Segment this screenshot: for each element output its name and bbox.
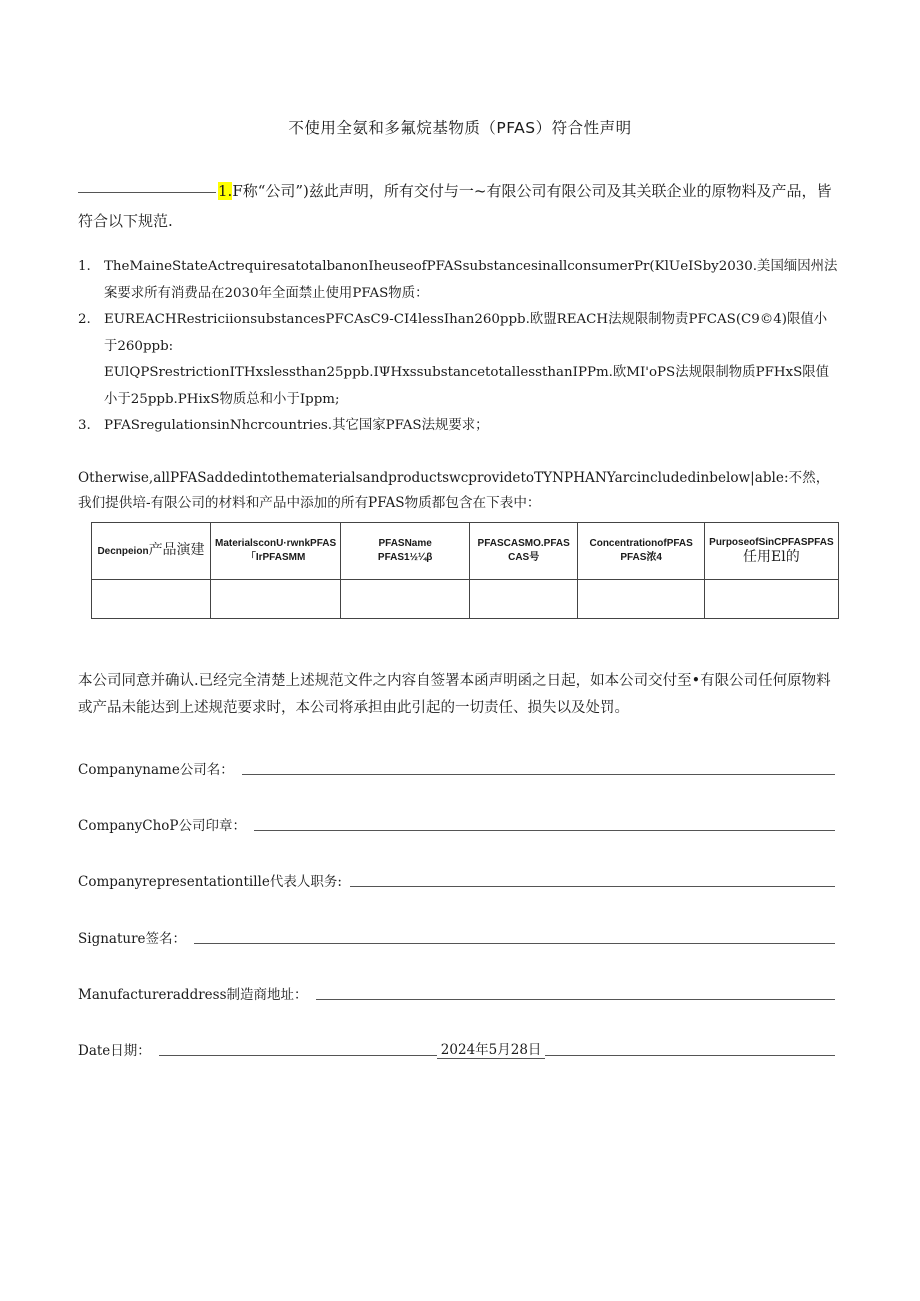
address-field [78,981,835,1003]
intro-text: F称“公司”)兹此声明，所有交付与一~有限公司有限公司及其关联企业的原物料及产品，皆符合以下规范. [78,182,832,230]
date-field [78,1037,835,1059]
header-cas-number: PFASCASMO.PFAS CAS号 [470,523,578,580]
signature-label: Signature签名： [78,931,187,947]
otherwise-paragraph: Otherwise,allPFASaddedintothematerialsandproductswcprovidetoTYNPHANYarcincludedinbelow|able:不然，我们提供培-有限公司的材料和产品中添加的所有PFAS物质都包含在下表中： [78,470,830,511]
company-chop-input-line[interactable] [254,829,835,831]
header-pfas-name: PFASName PFAS1½¼β [341,523,470,580]
header-materials: MaterialsconU·rwnkPFAS 「IrPFASMM [211,523,341,580]
signature-input-line[interactable] [194,942,835,944]
representative-title-input-line[interactable] [350,885,835,887]
list-item [78,360,838,413]
table-cell[interactable] [211,580,341,619]
representative-title-field [78,868,835,890]
company-blank [78,191,216,193]
company-name-input-line[interactable] [242,773,835,775]
table-cell[interactable] [470,580,578,619]
list-item [78,254,838,307]
list-text: EUlQPSrestrictionITHxslessthan25ppb.IΨHxssubstancetotallessthanIPPm.欧MI'oPS法规限制物质PFHxS限值小于25ppb.PHixS物质总和小于Ippm; [104,365,830,407]
intro-paragraph [78,176,840,236]
company-name-field [78,756,835,778]
list-number: 2. [78,312,91,327]
date-input-line[interactable] [159,1038,835,1059]
date-label: Date日期： [78,1043,151,1059]
company-chop-label: CompanyChoP公司印章： [78,818,247,834]
list-number: 3. [78,418,91,433]
pfas-table [91,522,839,619]
header-purpose: PurposeofSinCPFASPFAS 任用El的 [705,523,838,580]
agreement-paragraph: 本公司同意并确认.已经完全清楚上述规范文件之内容自签署本函声明函之日起，如本公司交付至•有限公司任何原物料或产品未能达到上述规范要求时，本公司将承担由此引起的一切责任、损失以及处罚。 [78,673,831,716]
address-label: Manufactureraddress制造商地址： [78,987,308,1003]
document-title: 不使用全氨和多氟烷基物质（PFAS）符合性声明 [288,119,632,137]
date-line-right [545,1054,835,1056]
table-cell[interactable] [341,580,470,619]
date-line-left [159,1054,437,1056]
table-cell[interactable] [92,580,211,619]
table-header-row [92,523,839,580]
company-name-label: Companyname公司名： [78,762,234,778]
list-text: PFASregulationsinNhcrcountries.其它国家PFAS法规要求； [104,418,489,433]
regulation-list [78,254,838,440]
representative-title-label: Companyrepresentationtille代表人职务: [78,874,342,890]
header-concentration: ConcentrationofPFAS PFAS浓4 [578,523,705,580]
list-number: 1. [78,259,91,274]
header-description: Decnpeion产品演建 [92,523,211,580]
table-row [92,580,839,619]
list-text: TheMaineStateActrequiresatotalbanonIheuseofPFASsubstancesinallconsumerPr(KlUeISby2030.美国缅因州法案要求所有消费品在2030年全面禁止使用PFAS物质： [104,259,838,301]
list-item [78,413,838,440]
company-chop-field [78,812,835,834]
date-value: 2024年5月28日 [437,1038,546,1059]
signature-field [78,925,835,947]
highlight-mark: 1. [218,182,233,200]
table-cell[interactable] [705,580,838,619]
address-input-line[interactable] [316,998,835,1000]
list-text: EUREACHRestriciionsubstancesPFCAsC9-CI4lessIhan260ppb.欧盟REACH法规限制物责PFCAS(C9©4)限值小于260ppb: [104,312,828,354]
table-cell[interactable] [578,580,705,619]
list-item [78,307,838,360]
